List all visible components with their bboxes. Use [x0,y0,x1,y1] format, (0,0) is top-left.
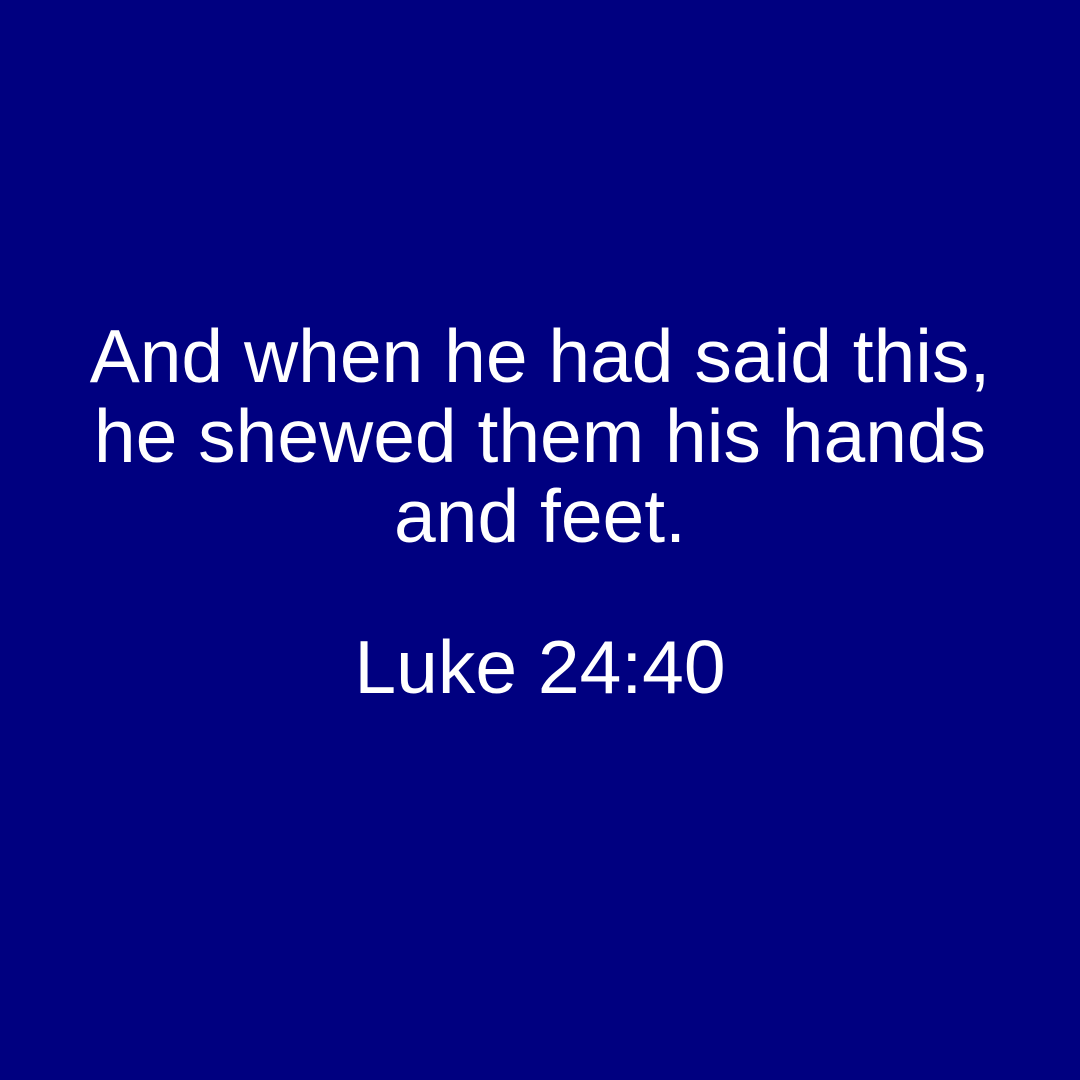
verse-line-3: and feet. [394,474,686,558]
verse-line-2: he shewed them his hands [93,394,987,478]
verse-text [0,316,1080,556]
verse-line-1: And when he had said this, [89,314,991,398]
verse-reference: Luke 24:40 [354,625,726,709]
